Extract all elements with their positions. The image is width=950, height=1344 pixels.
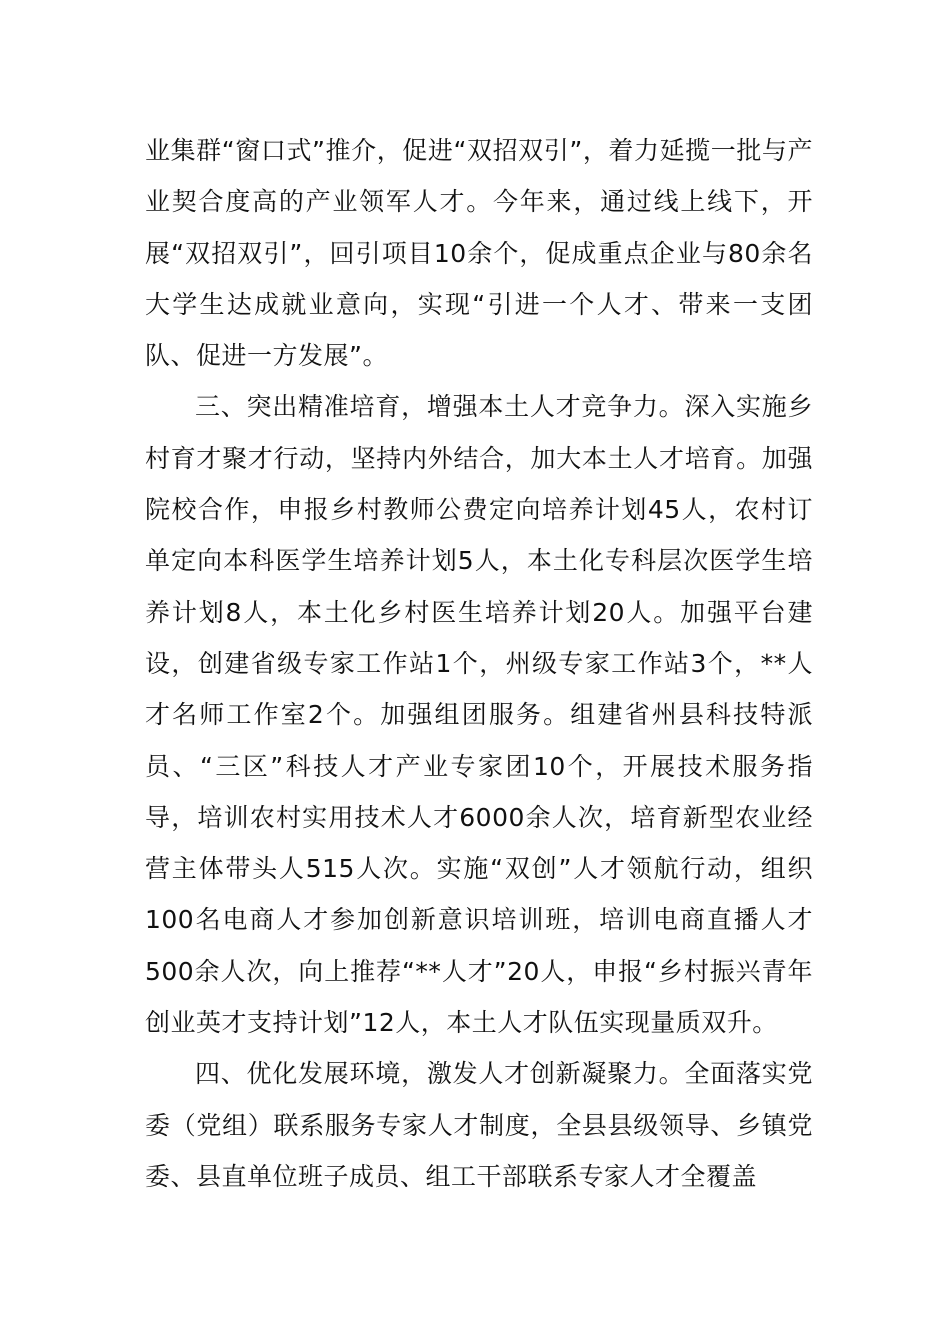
paragraph-continuation: 业集群“窗口式”推介，促进“双招双引”，着力延揽一批与产业契合度高的产业领军人才。今年来，通过线上线下，开展“双招双引”，回引项目10余个，促成重点企业与80余名大学生达成就业意向，实现“引进一个人才、带来一支团队、促进一方发展”。 [145,136,813,371]
paragraph-section-four: 四、优化发展环境，激发人才创新凝聚力。全面落实党委（党组）联系服务专家人才制度，全县县级领导、乡镇党委、县直单位班子成员、组工干部联系专家人才全覆盖 [145,1059,813,1191]
paragraph-section-three: 三、突出精准培育，增强本土人才竞争力。深入实施乡村育才聚才行动，坚持内外结合，加大本土人才培育。加强院校合作，申报乡村教师公费定向培养计划45人，农村订单定向本科医学生培养计划5人，本土化专科层次医学生培养计划8人，本土化乡村医生培养计划20人。加强平台建设，创建省级专家工作站1个，州级专家工作站3个，**人才名师工作室2个。加强组团服务。组建省州县科技特派员、“三区”科技人才产业专家团10个，开展技术服务指导，培训农村实用技术人才6000余人次，培育新型农业经营主体带头人515人次。实施“双创”人才领航行动，组织100名电商人才参加创新意识培训班，培训电商直播人才500余人次，向上推荐“**人才”20人，申报“乡村振兴青年创业英才支持计划”12人，本土人才队伍实现量质双升。 [145,392,813,1038]
document-body [145,125,813,1202]
